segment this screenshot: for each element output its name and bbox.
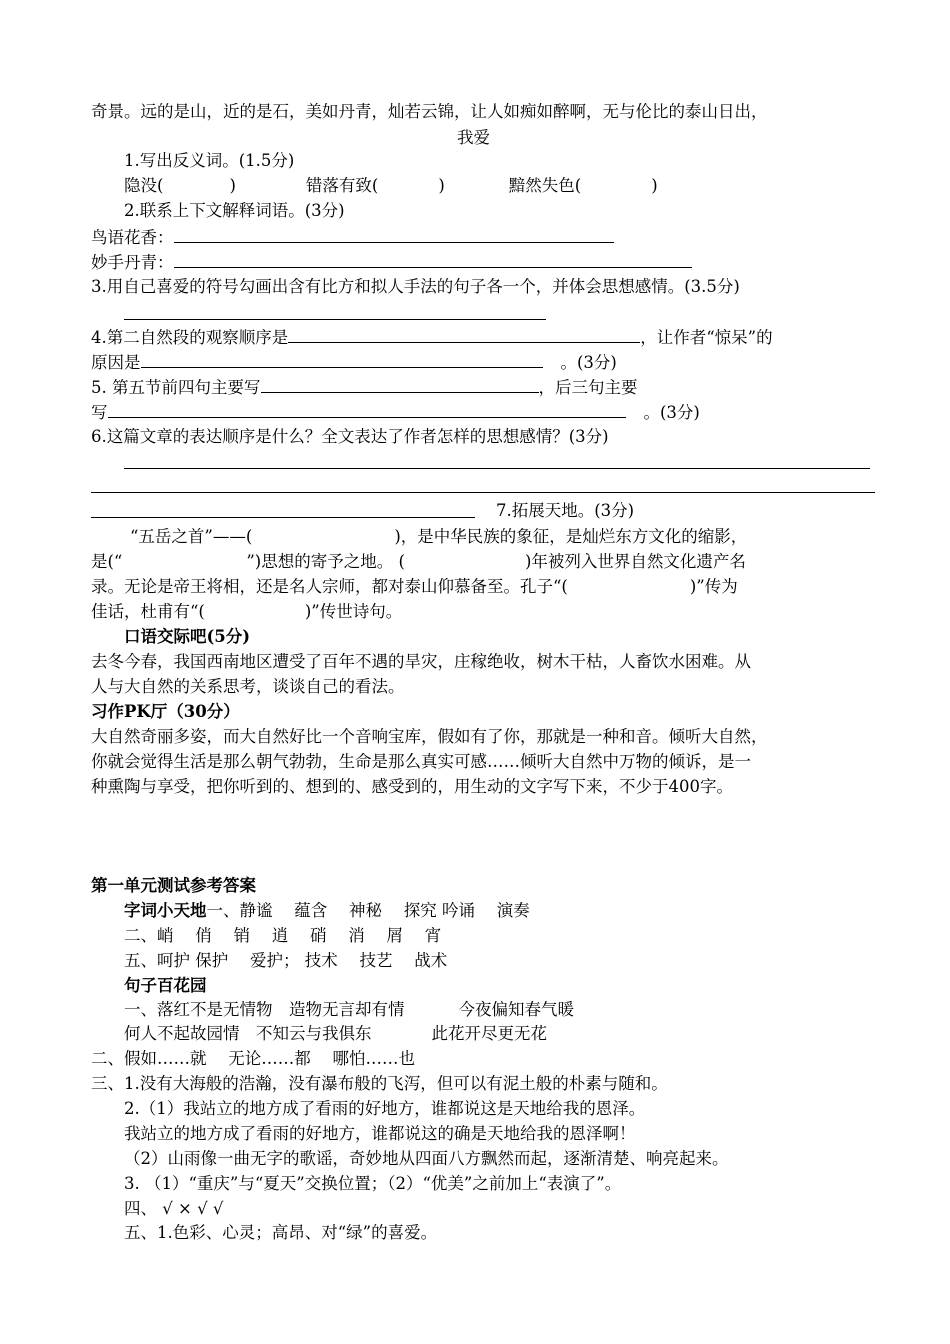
q7-text: )，是中华民族的象征，是灿烂东方文化的缩影， (394, 527, 748, 546)
writing-text: 你就会觉得生活是那么朝气勃勃，生命是那么真实可感……倾听大自然中万物的倾诉，是一 (91, 752, 751, 771)
term-2 (91, 251, 692, 274)
answer-blank[interactable] (108, 401, 626, 418)
answer-text: 一、静谧 蕴含 神秘 探究 吟诵 演奏 (206, 901, 530, 920)
question-5-line1 (91, 376, 638, 399)
passage-line: 我爱 (457, 128, 490, 147)
q5-text: 写 (91, 403, 108, 422)
answers-line: 二、假如……就 无论……都 哪怕……也 (91, 1049, 415, 1068)
q7-text: )”传为 (689, 577, 738, 596)
question-1-items (124, 175, 658, 197)
question-3-title: 3.用自己喜爱的符号勾画出含有比方和拟人手法的句子各一个，并体会思想感情。(3.5分) (91, 277, 740, 296)
question-4-line1 (91, 326, 773, 349)
answers-heading: 第一单元测试参考答案 (91, 876, 256, 895)
q7-text: “五岳之首”——( (130, 527, 253, 546)
answer-blank[interactable] (261, 376, 539, 393)
q7-text: )年被列入世界自然文化遗产名 (524, 552, 746, 571)
answers-line: 三、1.没有大海般的浩瀚，没有瀑布般的飞泻，但可以有泥土般的朴素与随和。 (91, 1074, 668, 1093)
passage-line: 奇景。远的是山，近的是石，美如丹青，灿若云锦，让人如痴如醉啊，无与伦比的泰山日出， (91, 102, 768, 121)
answer-blank[interactable] (174, 226, 614, 243)
term-label: 妙手丹青： (91, 253, 174, 272)
question-5-line2 (91, 401, 700, 424)
antonym-label: 错落有致( (305, 176, 379, 195)
writing-heading: 习作PK厅（30分） (91, 702, 240, 721)
answers-line (124, 1023, 547, 1045)
term-label: 鸟语花香： (91, 228, 174, 247)
section-label: 句子百花园 (124, 976, 207, 995)
question-7-title: 7.拓展天地。(3分) (496, 501, 635, 520)
question-6-title: 6.这篇文章的表达顺序是什么？全文表达了作者怎样的思想感情？(3分) (91, 427, 609, 446)
q5-text: 5. 第五节前四句主要写 (91, 378, 261, 397)
q4-text: 原因是 (91, 353, 141, 372)
answers-line: 我站立的地方成了看雨的好地方，谁都说这的确是天地给我的恩泽啊！ (124, 1124, 636, 1143)
writing-text: 大自然奇丽多姿，而大自然好比一个音响宝库，假如有了你，那就是一种和音。倾听大自然， (91, 727, 768, 746)
question-2-title: 2.联系上下文解释词语。(3分) (124, 201, 345, 220)
oral-text: 人与大自然的关系思考，谈谈自己的看法。 (91, 677, 405, 696)
answer-line[interactable] (91, 492, 875, 493)
q7-text: 是(“ (91, 552, 123, 571)
paren-close: ) (651, 176, 658, 195)
oral-heading: 口语交际吧(5分) (124, 627, 251, 646)
answer-text: 一、落红不是无情物 造物无言却有情 (124, 1000, 405, 1019)
paren-close: ) (229, 176, 236, 195)
answers-line: 3. （1）“重庆”与“夏天”交换位置；（2）“优美”之前加上“表演了”。 (124, 1174, 622, 1193)
section-label: 字词小天地 (124, 901, 207, 920)
q7-text: 佳话，杜甫有“( (91, 602, 205, 621)
answers-line: （2）山雨像一曲无字的歌谣，奇妙地从四面八方飘然而起，逐渐清楚、响亮起来。 (124, 1149, 729, 1168)
antonym-label: 黯然失色( (508, 176, 582, 195)
answer-line[interactable] (124, 468, 870, 469)
answer-text: 此花开尽更无花 (431, 1024, 547, 1043)
q5-text: ，后三句主要 (538, 378, 638, 397)
answer-blank[interactable] (141, 351, 543, 368)
q4-text: ，让作者“惊呆”的 (640, 328, 773, 347)
term-1 (91, 226, 614, 249)
q4-text: 。(3分) (560, 353, 617, 372)
answers-line: 五、呵护 保护 爱护； 技术 技艺 战术 (124, 951, 448, 970)
question-4-line2 (91, 351, 617, 374)
answers-line: 四、 √ × √ √ (124, 1199, 224, 1218)
q4-text: 4.第二自然段的观察顺序是 (91, 328, 289, 347)
q7-line (91, 551, 746, 573)
q7-text: ”)思想的寄予之地。 ( (246, 552, 405, 571)
answer-text: 何人不起故园情 不知云与我俱东 (124, 1024, 372, 1043)
oral-text: 去冬今春，我国西南地区遭受了百年不遇的旱灾，庄稼绝收，树木干枯，人畜饮水困难。从 (91, 652, 751, 671)
q7-line (91, 576, 738, 598)
q7-text: )”传世诗句。 (304, 602, 403, 621)
answer-line[interactable] (124, 319, 546, 320)
answer-blank[interactable] (288, 326, 640, 343)
q5-text: 。(3分) (643, 403, 700, 422)
answer-text: 今夜偏知春气暖 (458, 1000, 574, 1019)
answers-line: 二、峭 俏 销 逍 硝 消 屑 宵 (124, 926, 442, 945)
question-1-title: 1.写出反义词。(1.5分) (124, 151, 295, 170)
antonym-label: 隐没( (124, 176, 164, 195)
writing-text: 种熏陶与享受，把你听到的、想到的、感受到的，用生动的文字写下来，不少于400字。 (91, 777, 733, 796)
q7-text: 录。无论是帝王将相，还是名人宗师，都对泰山仰慕备至。孔子“( (91, 577, 568, 596)
answers-line: 五、1.色彩、心灵；高昂、对“绿”的喜爱。 (124, 1223, 438, 1242)
paren-close: ) (438, 176, 445, 195)
q7-line (91, 601, 402, 623)
answers-line (124, 999, 574, 1021)
answers-line: 2.（1）我站立的地方成了看雨的好地方，谁都说这是天地给我的恩泽。 (124, 1099, 646, 1118)
answer-blank[interactable] (174, 251, 692, 268)
answers-line (124, 900, 530, 922)
q7-line (130, 526, 747, 548)
answer-line[interactable] (91, 517, 475, 518)
